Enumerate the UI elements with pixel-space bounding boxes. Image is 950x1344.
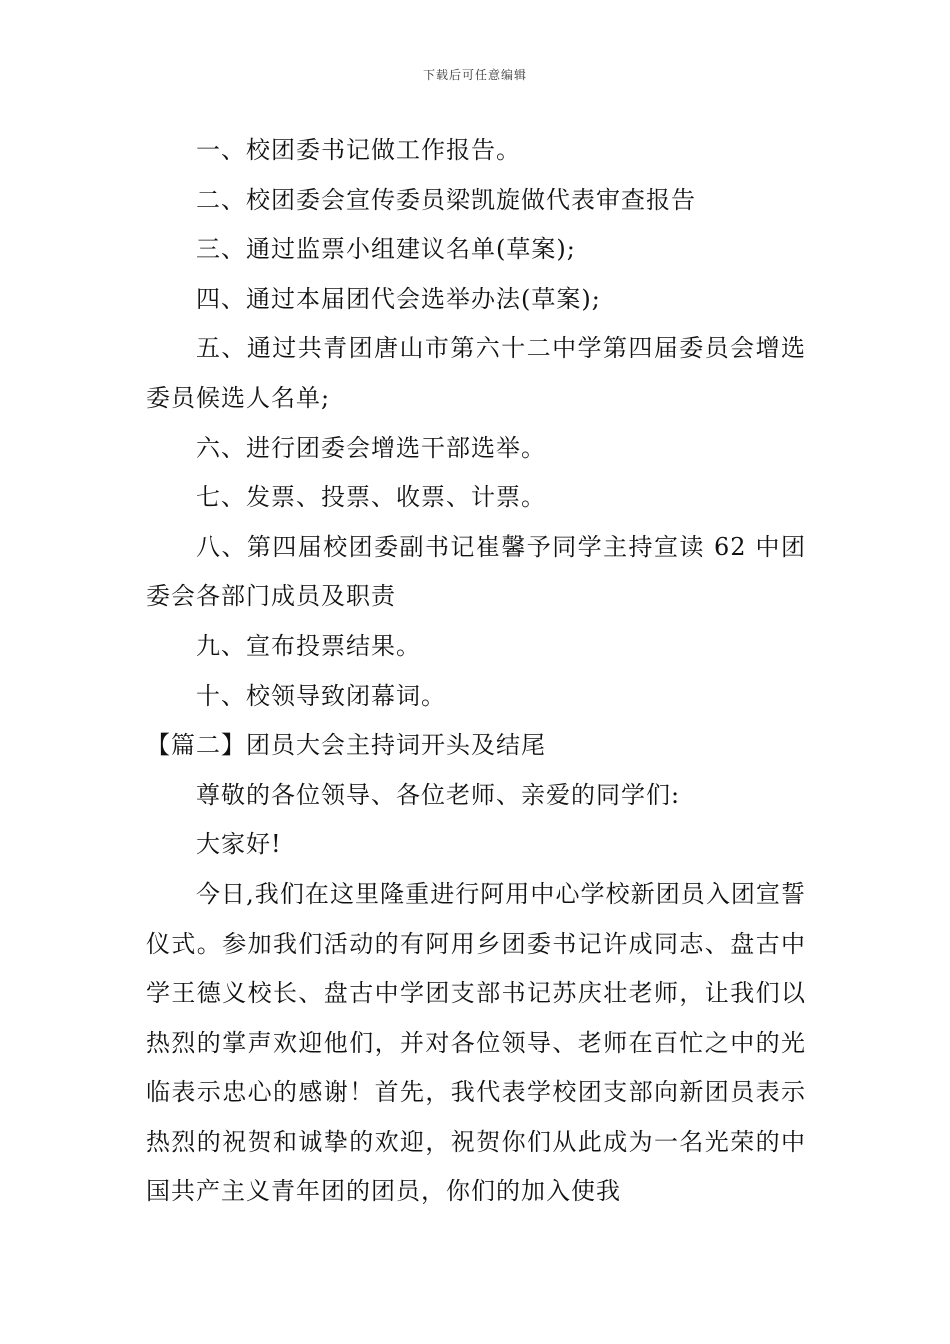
document-body: [146, 126, 806, 1217]
agenda-item-10: 十、校领导致闭幕词。: [196, 681, 446, 710]
page-header-note: 下载后可任意编辑: [422, 68, 527, 82]
agenda-item-9: 九、宣布投票结果。: [196, 631, 421, 660]
agenda-item-8: 八、第四届校团委副书记崔馨予同学主持宣读 62 中团委会各部门成员及职责: [146, 532, 806, 611]
agenda-item-4: 四、通过本届团代会选举办法(草案);: [196, 284, 601, 313]
agenda-item-5: 五、通过共青团唐山市第六十二中学第四届委员会增选委员候选人名单;: [146, 334, 806, 412]
opening-paragraph: 今日,我们在这里隆重进行阿用中心学校新团员入团宣誓仪式。参加我们活动的有阿用乡团委书记许成同志、盘古中学王德义校长、盘古中学团支部书记苏庆壮老师，让我们以热烈的掌声欢迎他们，并对各位领导、老师在百忙之中的光临表示忠心的感谢！首先，我代表学校团支部向新团员表示热烈的祝贺和诚挚的欢迎，祝贺你们从此成为一名光荣的中国共产主义青年团的团员，你们的加入使我: [146, 879, 806, 1206]
agenda-item-2: 二、校团委会宣传委员梁凯旋做代表审查报告: [196, 185, 696, 214]
agenda-item-7: 七、发票、投票、收票、计票。: [196, 483, 546, 512]
section-heading: 【篇二】团员大会主持词开头及结尾: [146, 731, 546, 760]
greeting: 大家好!: [196, 830, 282, 859]
agenda-item-6: 六、进行团委会增选干部选举。: [196, 433, 546, 462]
salutation: 尊敬的各位领导、各位老师、亲爱的同学们:: [196, 780, 681, 809]
agenda-item-3: 三、通过监票小组建议名单(草案);: [196, 235, 576, 264]
agenda-item-1: 一、校团委书记做工作报告。: [196, 136, 521, 164]
